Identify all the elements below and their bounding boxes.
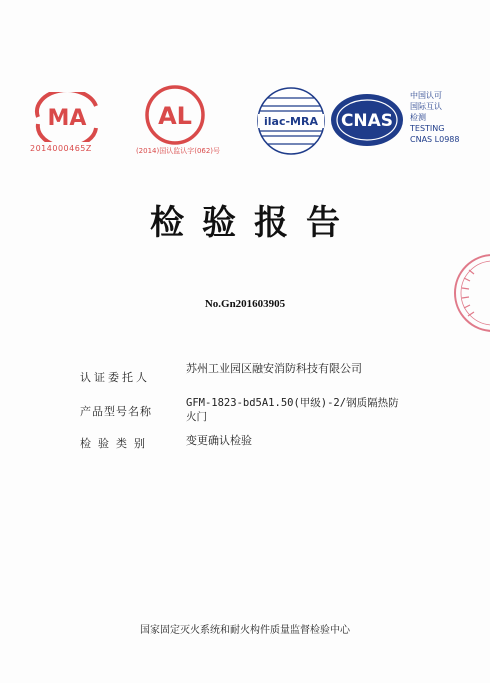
product-label: 产品型号名称 xyxy=(80,405,152,418)
cal-code: (2014)国认监认字(062)号 xyxy=(135,147,221,155)
cma-code: 2014000465Z xyxy=(30,144,92,153)
inspection-type-label: 检验类别 xyxy=(80,437,152,450)
cnas-logo xyxy=(329,92,405,148)
ilac-mra-logo xyxy=(256,86,326,156)
client-value: 苏州工业园区融安消防科技有限公司 xyxy=(186,362,362,375)
ilac-mra-text: ilac-MRA xyxy=(264,115,318,128)
product-value: GFM-1823-bd5A1.50(甲级)-2/钢质隔热防火门 xyxy=(186,397,399,423)
cnas-logo-letters: CNAS xyxy=(340,111,394,131)
report-title: 检验报告 xyxy=(150,203,358,243)
cma-logo-letters: MA xyxy=(47,106,87,131)
report-number: No.Gn201603905 xyxy=(204,298,286,310)
cnas-accreditation-text xyxy=(410,90,459,145)
cnas-line-5: CNAS L0988 xyxy=(410,135,460,144)
cal-logo-letters: AL xyxy=(158,102,192,130)
cma-logo xyxy=(30,92,104,142)
issuing-organization: 国家固定灭火系统和耐火构件质量监督检验中心 xyxy=(140,625,350,636)
cnas-line-1: 中国认可 xyxy=(410,91,442,100)
cal-logo xyxy=(144,84,206,146)
client-label: 认证委托人 xyxy=(80,371,150,384)
cnas-line-4: TESTING xyxy=(410,124,445,133)
inspection-type-value: 变更确认检验 xyxy=(186,434,252,447)
official-seal xyxy=(448,248,490,338)
cnas-line-3: 检测 xyxy=(410,113,426,122)
cnas-line-2: 国际互认 xyxy=(410,102,442,111)
